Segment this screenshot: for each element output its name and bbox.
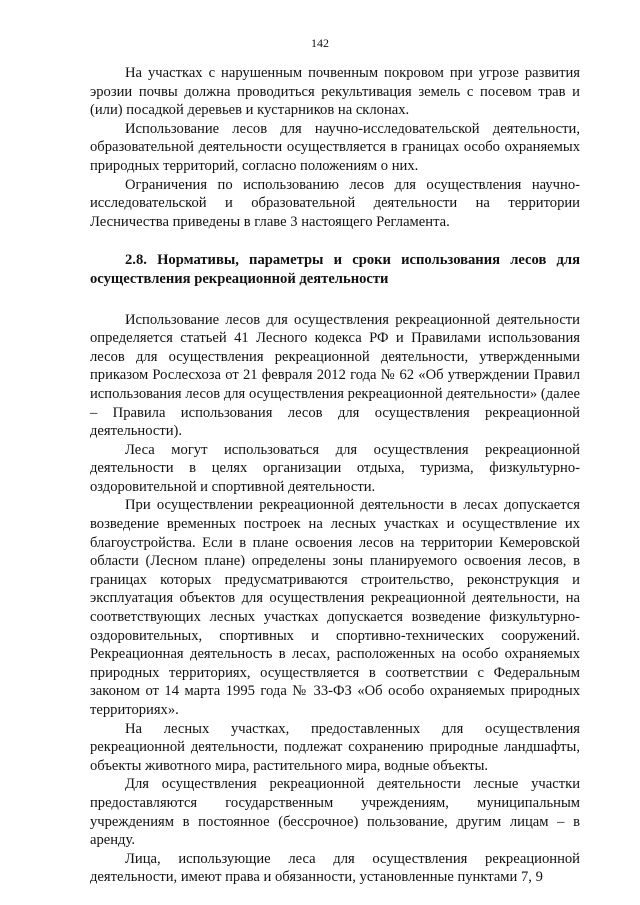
paragraph: Для осуществления рекреационной деятельности лесные участки предоставляются государственным учреждениям, муниципальным учреждениям в постоянное (бессрочное) пользование, другим лицам – в аренду. <box>90 776 580 849</box>
paragraph: Использование лесов для научно-исследовательской деятельности, образовательной деятельности осуществляется в границах особо охраняемых природных территорий, согласно положениям о них. <box>90 120 580 174</box>
paragraph: При осуществлении рекреационной деятельности в лесах допускается возведение временных построек на лесных участках и осуществление их благоустройства. Если в плане освоения лесов на территории Кемеровской области (Лесном плане) определены зоны планируемого освоения лесов, в границах которых предусматриваются строительство, реконструкция и эксплуатация объектов для осуществления рекреационной деятельности, на соответствующих лесных участках допускается возведение физкультурно-оздоровительных, спортивных и спортивно-технических сооружений. Рекреационная деятельность в лесах, расположенных на особо охраняемых природных территориях, осуществляется в соответствии с Федеральным законом от 14 марта 1995 года № 33-ФЗ «Об особо охраняемых природных территориях». <box>90 497 580 718</box>
page-number: 142 <box>311 36 329 50</box>
paragraph: На лесных участках, предоставленных для осуществления рекреационной деятельности, подлежат сохранению природные ландшафты, объекты животного мира, растительного мира, водные объекты. <box>90 720 580 774</box>
paragraph: На участках с нарушенным почвенным покровом при угрозе развития эрозии почвы должна проводиться рекультивация земель с посевом трав и (или) посадкой деревьев и кустарников на склонах. <box>90 65 580 119</box>
paragraph: Лица, использующие леса для осуществления рекреационной деятельности, имеют права и обязанности, установленные пунктами 7, 9 <box>90 850 580 886</box>
paragraph: Леса могут использоваться для осуществления рекреационной деятельности в целях организации отдыха, туризма, физкультурно-оздоровительной и спортивной деятельности. <box>90 441 580 495</box>
document-body <box>90 64 580 887</box>
paragraph: Ограничения по использованию лесов для осуществления научно-исследовательской и образовательной деятельности на территории Лесничества приведены в главе 3 настоящего Регламента. <box>90 176 580 230</box>
section-heading: 2.8. Нормативы, параметры и сроки использования лесов для осуществления рекреационной деятельности <box>90 252 580 287</box>
paragraph: Использование лесов для осуществления рекреационной деятельности определяется статьей 41 Лесного кодекса РФ и Правилами использования лесов для осуществления рекреационной деятельности, утвержденными приказом Рослесхоза от 21 февраля 2012 года № 62 «Об утверждении Правил использования лесов для осуществления рекреационной деятельности» (далее – Правила использования лесов для осуществления рекреационной деятельности). <box>90 311 580 440</box>
